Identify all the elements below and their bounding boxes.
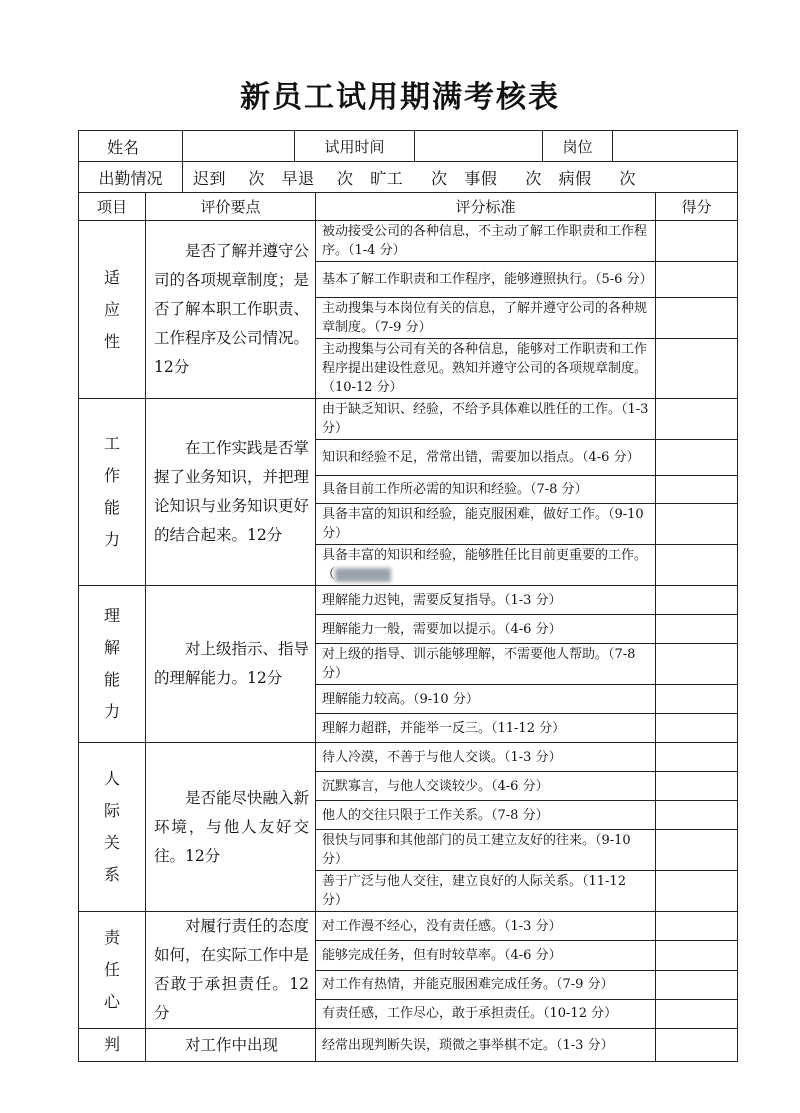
category-char: 际 — [103, 801, 120, 820]
attendance-text[interactable]: 迟到 次 早退 次 旷工 次 事假 次 病假 次 — [183, 162, 738, 193]
key-point-text: 对履行责任的态度如何，在实际工作中是否敢于承担责任。12分 — [154, 917, 310, 1022]
score-field[interactable] — [656, 970, 738, 999]
category-char: 力 — [103, 530, 120, 549]
criteria-row — [79, 399, 738, 440]
score-field[interactable] — [656, 743, 738, 772]
criteria-cell — [316, 941, 656, 970]
criteria-text: 理解能力较高。（9-10 分） — [322, 691, 479, 707]
name-field[interactable] — [183, 131, 295, 162]
category-cell — [79, 586, 146, 743]
category-char: 心 — [103, 992, 120, 1011]
score-field[interactable] — [656, 586, 738, 615]
column-header-key-point: 评价要点 — [146, 193, 316, 221]
score-field[interactable] — [656, 941, 738, 970]
key-point-cell — [146, 1029, 316, 1062]
category-char: 任 — [103, 960, 120, 979]
criteria-text: 经常出现判断失误，琐微之事举棋不定。（1-3 分） — [322, 1037, 614, 1053]
position-label: 岗位 — [543, 131, 613, 162]
key-point-text: 是否能尽快融入新环境，与他人友好交往。12分 — [154, 788, 310, 865]
appraisal-table-container — [78, 130, 737, 1062]
criteria-text: 他人的交往只限于工作关系。（7-8 分） — [322, 807, 549, 823]
criteria-text: 对工作有热情，并能克服困难完成任务。（7-9 分） — [322, 977, 614, 993]
criteria-cell — [316, 871, 656, 912]
category-char: 工 — [103, 434, 120, 453]
category-char: 判 — [103, 1035, 120, 1054]
column-header-criteria: 评分标准 — [316, 193, 656, 221]
score-field[interactable] — [656, 912, 738, 941]
key-point-text: 对上级指示、指导的理解能力。12分 — [154, 640, 310, 687]
criteria-text: 具备目前工作所必需的知识和经验。（7-8 分） — [322, 482, 588, 497]
criteria-text: 理解能力一般，需要加以提示。（4-6 分） — [322, 621, 562, 637]
criteria-cell — [316, 339, 656, 399]
score-field[interactable] — [656, 644, 738, 685]
score-field[interactable] — [656, 545, 738, 586]
criteria-cell — [316, 772, 656, 801]
score-field[interactable] — [656, 262, 738, 298]
category-char: 性 — [103, 331, 120, 351]
criteria-cell — [316, 1029, 656, 1062]
score-field[interactable] — [656, 399, 738, 440]
category-cell — [79, 1029, 146, 1062]
category-cell — [79, 221, 146, 399]
redacted-block — [335, 568, 391, 582]
score-field[interactable] — [656, 714, 738, 743]
category-char: 人 — [103, 769, 120, 788]
criteria-cell — [316, 999, 656, 1028]
key-point-cell — [146, 221, 316, 399]
appraisal-table — [78, 130, 738, 193]
criteria-cell — [316, 221, 656, 262]
score-field[interactable] — [656, 685, 738, 714]
criteria-text: 具备丰富的知识和经验，能克服困难，做好工作。（9-10 分） — [322, 507, 644, 541]
category-char: 力 — [103, 702, 120, 721]
key-point-cell — [146, 586, 316, 743]
category-char: 能 — [103, 498, 120, 517]
criteria-text: 待人冷漠，不善于与他人交谈。（1-3 分） — [322, 749, 562, 765]
criteria-text: 很快与同事和其他部门的员工建立友好的往来。（9-10 分） — [322, 833, 631, 867]
criteria-text: 主动搜集与本岗位有关的信息，了解并遵守公司的各种规章制度。（7-9 分） — [322, 301, 648, 335]
score-field[interactable] — [656, 830, 738, 871]
criteria-cell — [316, 801, 656, 830]
position-field[interactable] — [613, 131, 738, 162]
criteria-cell — [316, 399, 656, 440]
criteria-row — [79, 586, 738, 615]
criteria-text: 知识和经验不足，常常出错，需要加以指点。（4-6 分） — [322, 450, 640, 465]
criteria-row — [79, 743, 738, 772]
criteria-text: 有责任感，工作尽心，敢于承担责任。（10-12 分） — [322, 1006, 618, 1022]
criteria-text: 沉默寡言，与他人交谈较少。（4-6 分） — [322, 778, 549, 794]
info-row — [79, 131, 738, 162]
criteria-cell — [316, 440, 656, 476]
category-char: 关 — [103, 833, 120, 852]
criteria-row — [79, 1029, 738, 1062]
key-point-cell — [146, 399, 316, 586]
criteria-cell — [316, 830, 656, 871]
form-title: 新员工试用期满考核表 — [240, 80, 560, 115]
column-header-item: 项目 — [79, 193, 146, 221]
category-char: 解 — [103, 638, 120, 657]
category-char: 理 — [103, 606, 120, 625]
criteria-table — [78, 192, 738, 1062]
criteria-cell — [316, 714, 656, 743]
score-field[interactable] — [656, 999, 738, 1028]
criteria-cell — [316, 685, 656, 714]
criteria-cell — [316, 262, 656, 298]
criteria-text: 对上级的指导、训示能够理解，不需要他人帮助。（7-8 分） — [322, 647, 636, 681]
category-cell — [79, 743, 146, 912]
criteria-text: 基本了解工作职责和工作程序，能够遵照执行。（5-6 分） — [322, 272, 653, 287]
key-point-cell — [146, 743, 316, 912]
score-field[interactable] — [656, 440, 738, 476]
attendance-label: 出勤情况 — [79, 162, 183, 193]
criteria-cell — [316, 586, 656, 615]
column-header-row — [79, 193, 738, 221]
criteria-text: 主动搜集与公司有关的各种信息，能够对工作职责和工作程序提出建设性意见。熟知并遵守公司的各项规章制度。（10-12 分） — [322, 342, 648, 395]
category-char: 能 — [103, 670, 120, 689]
key-point-text: 是否了解并遵守公司的各项规章制度；是否了解本职工作职责、工作程序及公司情况。12分 — [154, 242, 310, 376]
column-header-score: 得分 — [656, 193, 738, 221]
score-field[interactable] — [656, 221, 738, 262]
criteria-text: 善于广泛与他人交往，建立良好的人际关系。（11-12 分） — [322, 874, 626, 908]
category-cell — [79, 912, 146, 1029]
category-char: 责 — [103, 928, 120, 947]
category-char: 适 — [103, 267, 120, 287]
score-field[interactable] — [656, 1029, 738, 1062]
score-field[interactable] — [656, 476, 738, 504]
criteria-text: 具备丰富的知识和经验，能够胜任比目前更重要的工作。（ — [322, 548, 648, 582]
key-point-cell — [146, 912, 316, 1029]
criteria-cell — [316, 743, 656, 772]
category-char: 应 — [103, 299, 120, 319]
key-point-text: 在工作实践是否掌握了业务知识，并把理论知识与业务知识更好的结合起来。12分 — [154, 439, 310, 544]
criteria-text: 对工作漫不经心，没有责任感。（1-3 分） — [322, 918, 562, 934]
criteria-cell — [316, 912, 656, 941]
criteria-cell — [316, 545, 656, 586]
category-char: 系 — [103, 865, 120, 884]
score-field[interactable] — [656, 504, 738, 545]
score-field[interactable] — [656, 801, 738, 830]
key-point-text: 对工作中出现 — [185, 1035, 279, 1054]
category-cell — [79, 399, 146, 586]
attendance-row — [79, 162, 738, 193]
name-label: 姓名 — [79, 131, 183, 162]
criteria-cell — [316, 615, 656, 644]
category-char: 作 — [103, 466, 120, 485]
period-field[interactable] — [415, 131, 543, 162]
criteria-row — [79, 221, 738, 262]
criteria-text: 能够完成任务，但有时较草率。（4-6 分） — [322, 947, 562, 963]
criteria-cell — [316, 644, 656, 685]
criteria-cell — [316, 504, 656, 545]
score-field[interactable] — [656, 615, 738, 644]
criteria-text: 由于缺乏知识、经验，不给予具体难以胜任的工作。（1-3 分） — [322, 402, 649, 436]
criteria-cell — [316, 298, 656, 339]
score-field[interactable] — [656, 772, 738, 801]
criteria-row — [79, 912, 738, 941]
score-field[interactable] — [656, 871, 738, 912]
score-field[interactable] — [656, 339, 738, 399]
criteria-text: 理解力超群，并能举一反三。（11-12 分） — [322, 720, 566, 736]
criteria-text: 理解能力迟钝，需要反复指导。（1-3 分） — [322, 592, 562, 608]
criteria-cell — [316, 476, 656, 504]
period-label: 试用时间 — [295, 131, 415, 162]
criteria-cell — [316, 970, 656, 999]
criteria-text: 被动接受公司的各种信息，不主动了解工作职责和工作程序。（1-4 分） — [322, 224, 648, 258]
score-field[interactable] — [656, 298, 738, 339]
